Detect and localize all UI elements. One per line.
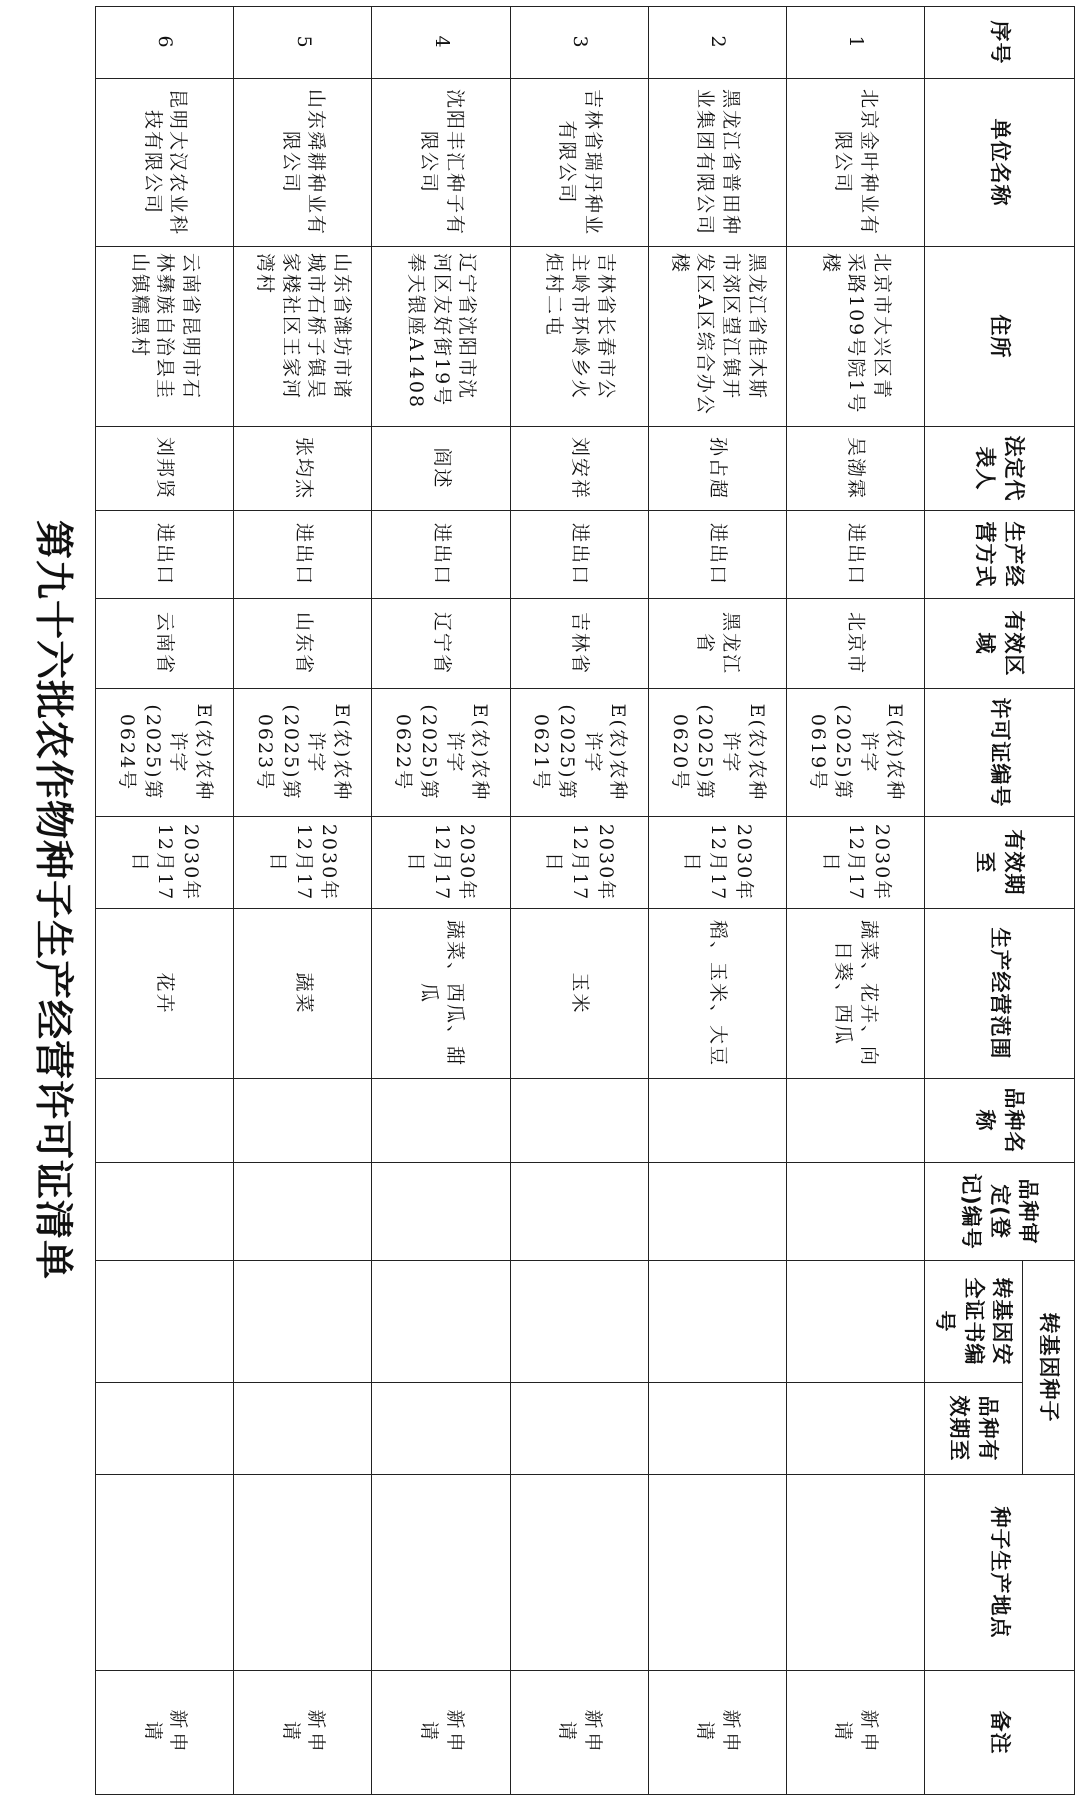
cell-variety-reg-no bbox=[234, 1163, 372, 1261]
cell-mode: 进出口 bbox=[510, 511, 648, 599]
cell-note bbox=[648, 1671, 786, 1795]
cell-seq: 6 bbox=[96, 7, 234, 79]
table-row bbox=[96, 7, 234, 1795]
cell-gm-cert-no bbox=[372, 1261, 510, 1383]
cell-variety-reg-no bbox=[786, 1163, 924, 1261]
cell-variety-name bbox=[234, 1079, 372, 1163]
note-text: 新申请 bbox=[556, 1709, 604, 1756]
header-license-no: 许可证编号 bbox=[925, 689, 1075, 817]
cell-company: 山东舜耕种业有限公司 bbox=[234, 79, 372, 247]
note-text: 新申请 bbox=[694, 1709, 742, 1756]
note-text: 新申请 bbox=[279, 1709, 328, 1756]
cell-mode: 进出口 bbox=[372, 511, 510, 599]
cell-variety-reg-no bbox=[648, 1163, 786, 1261]
cell-note bbox=[372, 1671, 510, 1795]
cell-address: 北京市大兴区青采路109号院1号楼 bbox=[786, 247, 924, 427]
cell-gm-cert-no bbox=[234, 1261, 372, 1383]
cell-gm-valid bbox=[96, 1383, 234, 1475]
cell-gm-valid bbox=[648, 1383, 786, 1475]
cell-variety-reg-no bbox=[96, 1163, 234, 1261]
cell-address: 山东省潍坊市诸城市石桥子镇吴家楼社区王家河湾村 bbox=[234, 247, 372, 427]
header-variety-name: 品种名称 bbox=[925, 1079, 1075, 1163]
cell-gm-cert-no bbox=[96, 1261, 234, 1383]
cell-gm-valid bbox=[234, 1383, 372, 1475]
table-row bbox=[648, 7, 786, 1795]
cell-seq: 1 bbox=[786, 7, 924, 79]
cell-legal-rep: 吴渤霖 bbox=[786, 427, 924, 511]
cell-mode: 进出口 bbox=[96, 511, 234, 599]
cell-legal-rep: 阎述 bbox=[372, 427, 510, 511]
cell-location bbox=[96, 1475, 234, 1671]
cell-license-no: E(农)农种许字(2025)第0619号 bbox=[786, 689, 924, 817]
cell-seq: 4 bbox=[372, 7, 510, 79]
cell-scope: 稻、玉米、大豆 bbox=[648, 909, 786, 1079]
cell-scope: 蔬菜 bbox=[234, 909, 372, 1079]
cell-region: 辽宁省 bbox=[372, 599, 510, 689]
cell-region: 北京市 bbox=[786, 599, 924, 689]
cell-seq: 2 bbox=[648, 7, 786, 79]
cell-seq: 5 bbox=[234, 7, 372, 79]
header-scope: 生产经营范围 bbox=[925, 909, 1075, 1079]
cell-mode: 进出口 bbox=[234, 511, 372, 599]
cell-legal-rep: 刘邦贤 bbox=[96, 427, 234, 511]
cell-company: 北京金叶种业有限公司 bbox=[786, 79, 924, 247]
header-address: 住所 bbox=[925, 247, 1075, 427]
header-mode: 生产经营方式 bbox=[925, 511, 1075, 599]
cell-variety-name bbox=[372, 1079, 510, 1163]
cell-address: 黑龙江省佳木斯市郊区望江镇开发区A区综合办公楼 bbox=[648, 247, 786, 427]
cell-location bbox=[234, 1475, 372, 1671]
cell-legal-rep: 刘安祥 bbox=[510, 427, 648, 511]
cell-address: 吉林省长春市公主岭市环岭乡火炬村二屯 bbox=[510, 247, 648, 427]
cell-gm-cert-no bbox=[648, 1261, 786, 1383]
header-seq: 序号 bbox=[925, 7, 1075, 79]
cell-license-no: E(农)农种许字(2025)第0623号 bbox=[234, 689, 372, 817]
cell-region: 吉林省 bbox=[510, 599, 648, 689]
header-gm-valid: 品种有效期至 bbox=[925, 1383, 1023, 1475]
cell-gm-cert-no bbox=[786, 1261, 924, 1383]
cell-valid-until: 2030年12月17日 bbox=[786, 817, 924, 909]
cell-valid-until: 2030年12月17日 bbox=[372, 817, 510, 909]
cell-location bbox=[786, 1475, 924, 1671]
cell-location bbox=[510, 1475, 648, 1671]
cell-scope: 玉米 bbox=[510, 909, 648, 1079]
header-gm-group: 转基因种子 bbox=[1023, 1261, 1075, 1475]
cell-gm-valid bbox=[372, 1383, 510, 1475]
cell-location bbox=[648, 1475, 786, 1671]
cell-scope: 蔬菜、花卉、向日葵、西瓜 bbox=[786, 909, 924, 1079]
cell-valid-until: 2030年12月17日 bbox=[234, 817, 372, 909]
cell-region: 黑龙江省 bbox=[648, 599, 786, 689]
header-legal-rep: 法定代表人 bbox=[925, 427, 1075, 511]
cell-variety-name bbox=[96, 1079, 234, 1163]
cell-license-no: E(农)农种许字(2025)第0620号 bbox=[648, 689, 786, 817]
cell-region: 云南省 bbox=[96, 599, 234, 689]
table-row bbox=[234, 7, 372, 1795]
cell-gm-cert-no bbox=[510, 1261, 648, 1383]
cell-address: 辽宁省沈阳市沈河区友好街19号奉天银座A1408 bbox=[372, 247, 510, 427]
cell-license-no: E(农)农种许字(2025)第0621号 bbox=[510, 689, 648, 817]
cell-note bbox=[96, 1671, 234, 1795]
cell-valid-until: 2030年12月17日 bbox=[96, 817, 234, 909]
cell-variety-name bbox=[786, 1079, 924, 1163]
header-company: 单位名称 bbox=[925, 79, 1075, 247]
cell-company: 沈阳丰汇种子有限公司 bbox=[372, 79, 510, 247]
cell-company: 吉林省瑞丹种业有限公司 bbox=[510, 79, 648, 247]
table-row bbox=[372, 7, 510, 1795]
note-text: 新申请 bbox=[417, 1709, 466, 1756]
cell-address: 云南省昆明市石林彝族自治县圭山镇糯黑村 bbox=[96, 247, 234, 427]
cell-mode: 进出口 bbox=[648, 511, 786, 599]
cell-scope: 花卉 bbox=[96, 909, 234, 1079]
cell-note bbox=[234, 1671, 372, 1795]
header-region: 有效区域 bbox=[925, 599, 1075, 689]
license-table bbox=[95, 6, 1075, 1795]
header-location: 种子生产地点 bbox=[925, 1475, 1075, 1671]
cell-legal-rep: 张均杰 bbox=[234, 427, 372, 511]
table-row bbox=[786, 7, 924, 1795]
cell-license-no: E(农)农种许字(2025)第0624号 bbox=[96, 689, 234, 817]
cell-note bbox=[510, 1671, 648, 1795]
cell-gm-valid bbox=[510, 1383, 648, 1475]
cell-scope: 蔬菜、西瓜、甜瓜 bbox=[372, 909, 510, 1079]
cell-valid-until: 2030年12月17日 bbox=[648, 817, 786, 909]
note-text: 新申请 bbox=[141, 1709, 190, 1756]
header-row-1 bbox=[1023, 7, 1075, 1795]
cell-note bbox=[786, 1671, 924, 1795]
rotated-page bbox=[90, 0, 1080, 1800]
header-valid-until: 有效期至 bbox=[925, 817, 1075, 909]
cell-variety-reg-no bbox=[372, 1163, 510, 1261]
header-note: 备注 bbox=[925, 1671, 1075, 1795]
cell-company: 昆明大汉农业科技有限公司 bbox=[96, 79, 234, 247]
cell-seq: 3 bbox=[510, 7, 648, 79]
cell-company: 黑龙江省普田种业集团有限公司 bbox=[648, 79, 786, 247]
header-variety-reg-no: 品种审定(登记)编号 bbox=[925, 1163, 1075, 1261]
document-title-text: 第九十六批农作物种子生产经营许可证清单 bbox=[30, 519, 76, 1281]
note-text: 新申请 bbox=[832, 1709, 881, 1756]
table-row bbox=[510, 7, 648, 1795]
header-gm-cert-no: 转基因安全证书编号 bbox=[925, 1261, 1023, 1383]
cell-license-no: E(农)农种许字(2025)第0622号 bbox=[372, 689, 510, 817]
cell-gm-valid bbox=[786, 1383, 924, 1475]
cell-variety-name bbox=[510, 1079, 648, 1163]
cell-mode: 进出口 bbox=[786, 511, 924, 599]
cell-variety-name bbox=[648, 1079, 786, 1163]
cell-variety-reg-no bbox=[510, 1163, 648, 1261]
cell-location bbox=[372, 1475, 510, 1671]
cell-legal-rep: 孙占超 bbox=[648, 427, 786, 511]
cell-region: 山东省 bbox=[234, 599, 372, 689]
cell-valid-until: 2030年12月17日 bbox=[510, 817, 648, 909]
